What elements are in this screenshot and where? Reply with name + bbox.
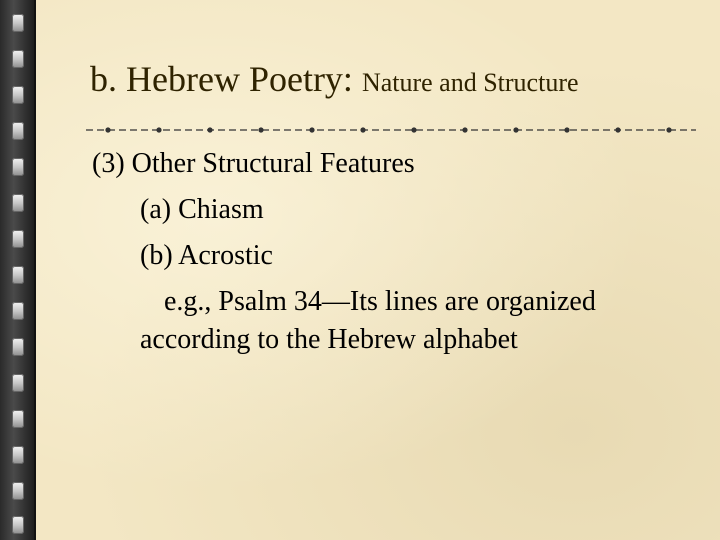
binding-ring-icon (12, 122, 24, 140)
binding-ring-icon (12, 50, 24, 68)
slide-title-sub: Nature and Structure (361, 68, 579, 97)
binding-ring-icon (12, 516, 24, 534)
divider-dot (360, 127, 365, 132)
spiral-binding (0, 0, 36, 540)
divider-dot (462, 127, 467, 132)
binding-ring-icon (12, 338, 24, 356)
binding-ring-icon (12, 266, 24, 284)
list-item-acrostic: (b) Acrostic (140, 240, 273, 271)
divider-dot (207, 127, 212, 132)
divider-dot (666, 127, 671, 132)
binding-ring-icon (12, 158, 24, 176)
divider-dot (411, 127, 416, 132)
binding-ring-icon (12, 86, 24, 104)
slide-title (90, 58, 579, 100)
binding-ring-icon (12, 302, 24, 320)
divider-dot (615, 127, 620, 132)
binding-ring-icon (12, 194, 24, 212)
binding-ring-icon (12, 230, 24, 248)
binding-ring-icon (12, 14, 24, 32)
binding-ring-icon (12, 482, 24, 500)
divider-dot (309, 127, 314, 132)
divider-dot (258, 127, 263, 132)
binding-ring-icon (12, 410, 24, 428)
divider-dot (105, 127, 110, 132)
example-line-2: according to the Hebrew alphabet (140, 324, 518, 355)
binding-ring-icon (12, 374, 24, 392)
binding-ring-icon (12, 446, 24, 464)
divider-dot (513, 127, 518, 132)
section-heading: (3) Other Structural Features (92, 148, 415, 179)
example-line-1: e.g., Psalm 34—Its lines are organized (164, 286, 596, 317)
slide-title-main: b. Hebrew Poetry: (90, 59, 362, 99)
divider-dot (564, 127, 569, 132)
divider-dot (156, 127, 161, 132)
list-item-chiasm: (a) Chiasm (140, 194, 264, 225)
title-divider (86, 124, 696, 136)
